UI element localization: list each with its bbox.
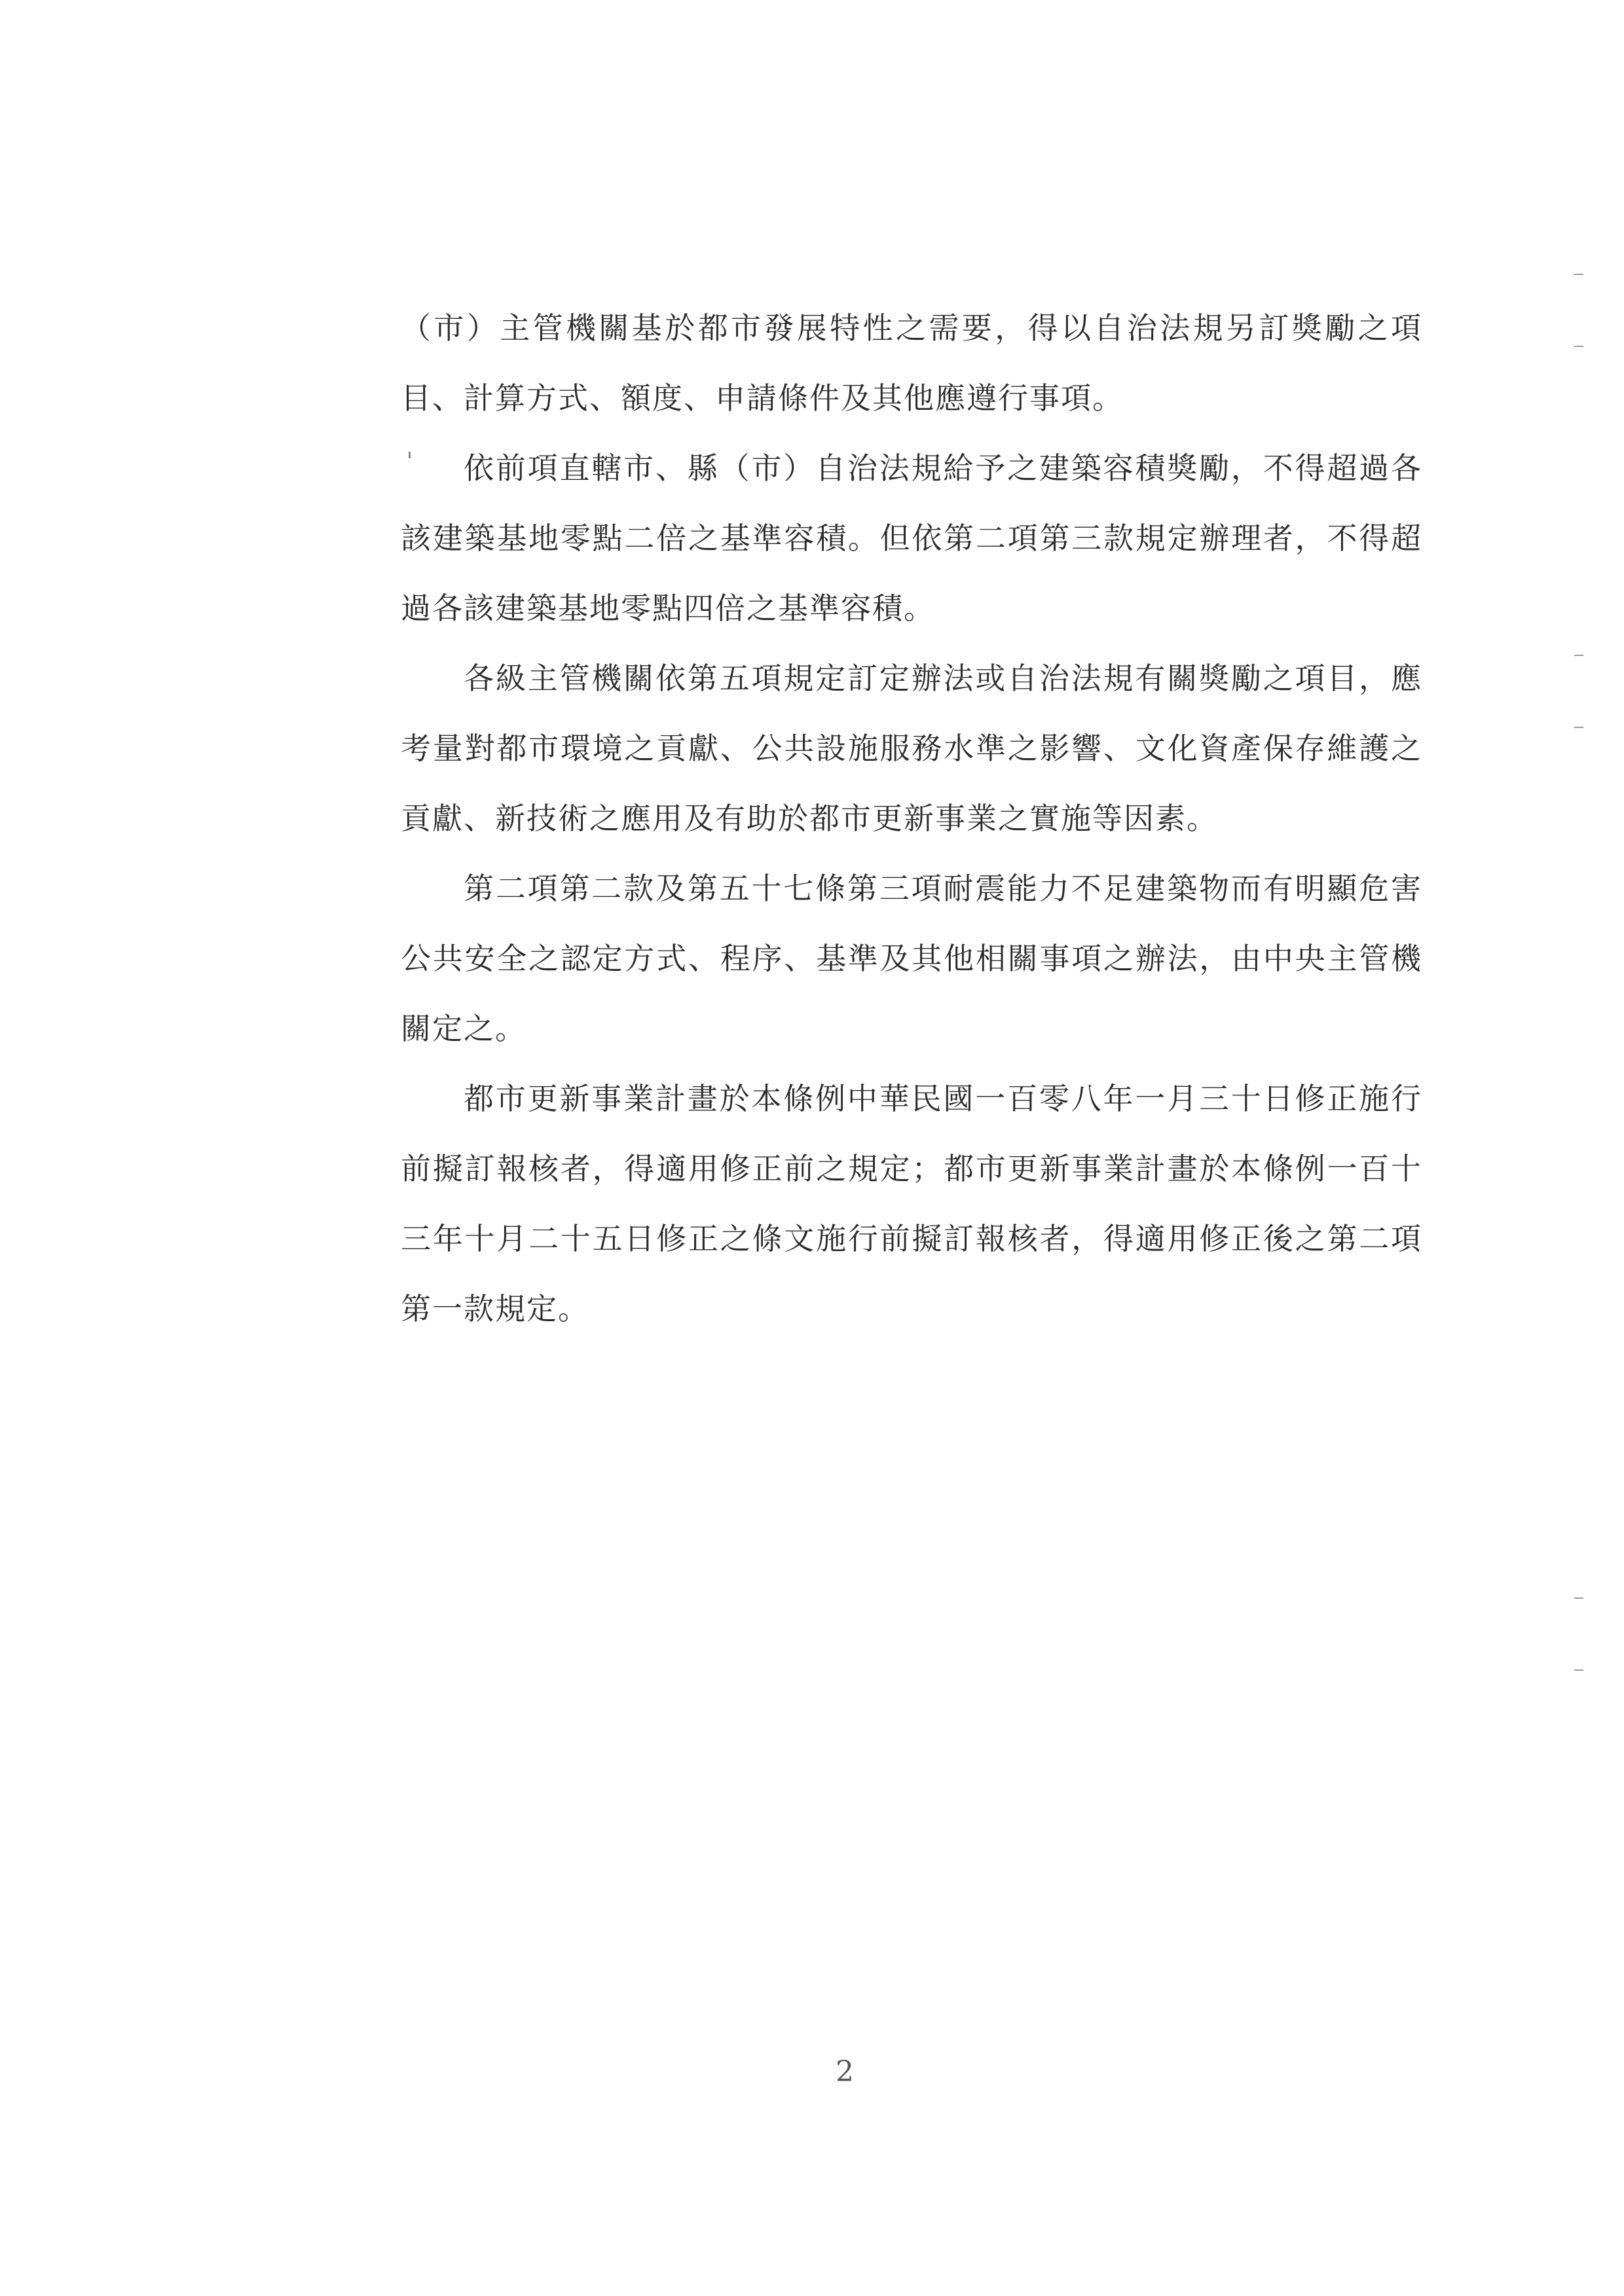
- paragraph-2: 依前項直轄市、縣（市）自治法規給予之建築容積獎勵，不得超過各該建築基地零點二倍之基準容積。但依第二項第三款規定辦理者，不得超過各該建築基地零點四倍之基準容積。: [401, 450, 1422, 626]
- scan-edge-mark: [1574, 346, 1583, 347]
- paragraph-5: 都市更新事業計畫於本條例中華民國一百零八年一月三十日修正施行前擬訂報核者，得適用修正前之規定；都市更新事業計畫於本條例一百十三年十月二十五日修正之條文施行前擬訂報核者，得適用修正後之第二項第一款規定。: [401, 1081, 1422, 1326]
- scan-edge-mark: [1574, 274, 1583, 275]
- scan-edge-mark: [1574, 1597, 1583, 1599]
- scan-edge-mark: [1574, 655, 1583, 656]
- page-number: 2: [836, 2055, 854, 2088]
- scan-edge-mark: [1574, 727, 1583, 728]
- paragraph-4: 第二項第二款及第五十七條第三項耐震能力不足建築物而有明顯危害公共安全之認定方式、程序、基準及其他相關事項之辦法，由中央主管機關定之。: [401, 871, 1422, 1046]
- scan-edge-mark: [1574, 1669, 1583, 1671]
- paragraph-3: 各級主管機關依第五項規定訂定辦法或自治法規有關獎勵之項目，應考量對都市環境之貢獻、公共設施服務水準之影響、文化資產保存維護之貢獻、新技術之應用及有助於都市更新事業之實施等因素。: [401, 661, 1422, 836]
- paragraph-1: （市）主管機關基於都市發展特性之需要，得以自治法規另訂獎勵之項目、計算方式、額度、申請條件及其他應遵行事項。: [401, 310, 1422, 416]
- body-text: [401, 293, 1422, 1344]
